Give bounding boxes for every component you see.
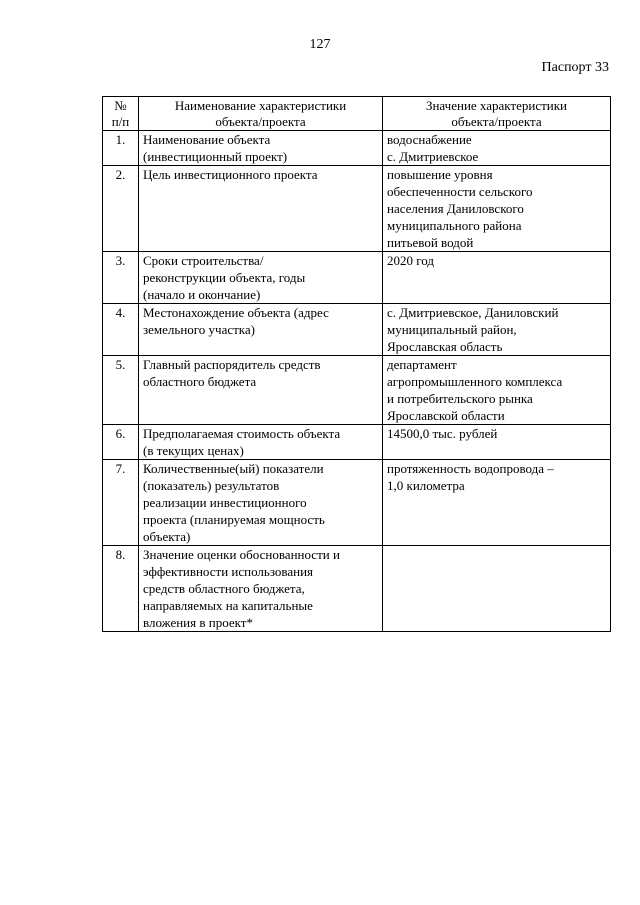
row-name: Главный распорядитель средств областного бюджета [139,356,383,425]
table-row [103,460,611,546]
row-num: 2. [103,166,139,252]
row-value: повышение уровня обеспеченности сельского населения Даниловского муниципального района питьевой водой [383,166,611,252]
table-row [103,546,611,632]
row-name: Предполагаемая стоимость объекта (в текущих ценах) [139,425,383,460]
header-name: Наименование характеристики объекта/проекта [139,97,383,131]
row-num: 5. [103,356,139,425]
row-num: 6. [103,425,139,460]
row-value: протяженность водопровода – 1,0 километра [383,460,611,546]
row-num: 3. [103,252,139,304]
table-row [103,252,611,304]
table-row [103,356,611,425]
row-num: 8. [103,546,139,632]
row-value: департамент агропромышленного комплекса и потребительского рынка Ярославской области [383,356,611,425]
row-name: Местонахождение объекта (адрес земельного участка) [139,304,383,356]
passport-table [102,96,611,632]
row-name: Цель инвестиционного проекта [139,166,383,252]
page-number: 127 [309,37,331,52]
table-header-row [103,97,611,131]
passport-label: Паспорт 33 [541,60,609,75]
table-row [103,425,611,460]
row-value [383,546,611,632]
header-value: Значение характеристики объекта/проекта [383,97,611,131]
row-name: Наименование объекта (инвестиционный проект) [139,131,383,166]
table-row [103,131,611,166]
row-num: 4. [103,304,139,356]
row-name: Значение оценки обоснованности и эффективности использования средств областного бюджета, направляемых на капитальные вложения в проект* [139,546,383,632]
table-row [103,166,611,252]
row-num: 7. [103,460,139,546]
row-value: с. Дмитриевское, Даниловский муниципальный район, Ярославская область [383,304,611,356]
row-num: 1. [103,131,139,166]
row-value: 2020 год [383,252,611,304]
row-name: Количественные(ый) показатели (показатель) результатов реализации инвестиционного проекта (планируемая мощность объекта) [139,460,383,546]
row-name: Сроки строительства/ реконструкции объекта, годы (начало и окончание) [139,252,383,304]
header-num: № п/п [103,97,139,131]
row-value: 14500,0 тыс. рублей [383,425,611,460]
table-row [103,304,611,356]
row-value: водоснабжение с. Дмитриевское [383,131,611,166]
